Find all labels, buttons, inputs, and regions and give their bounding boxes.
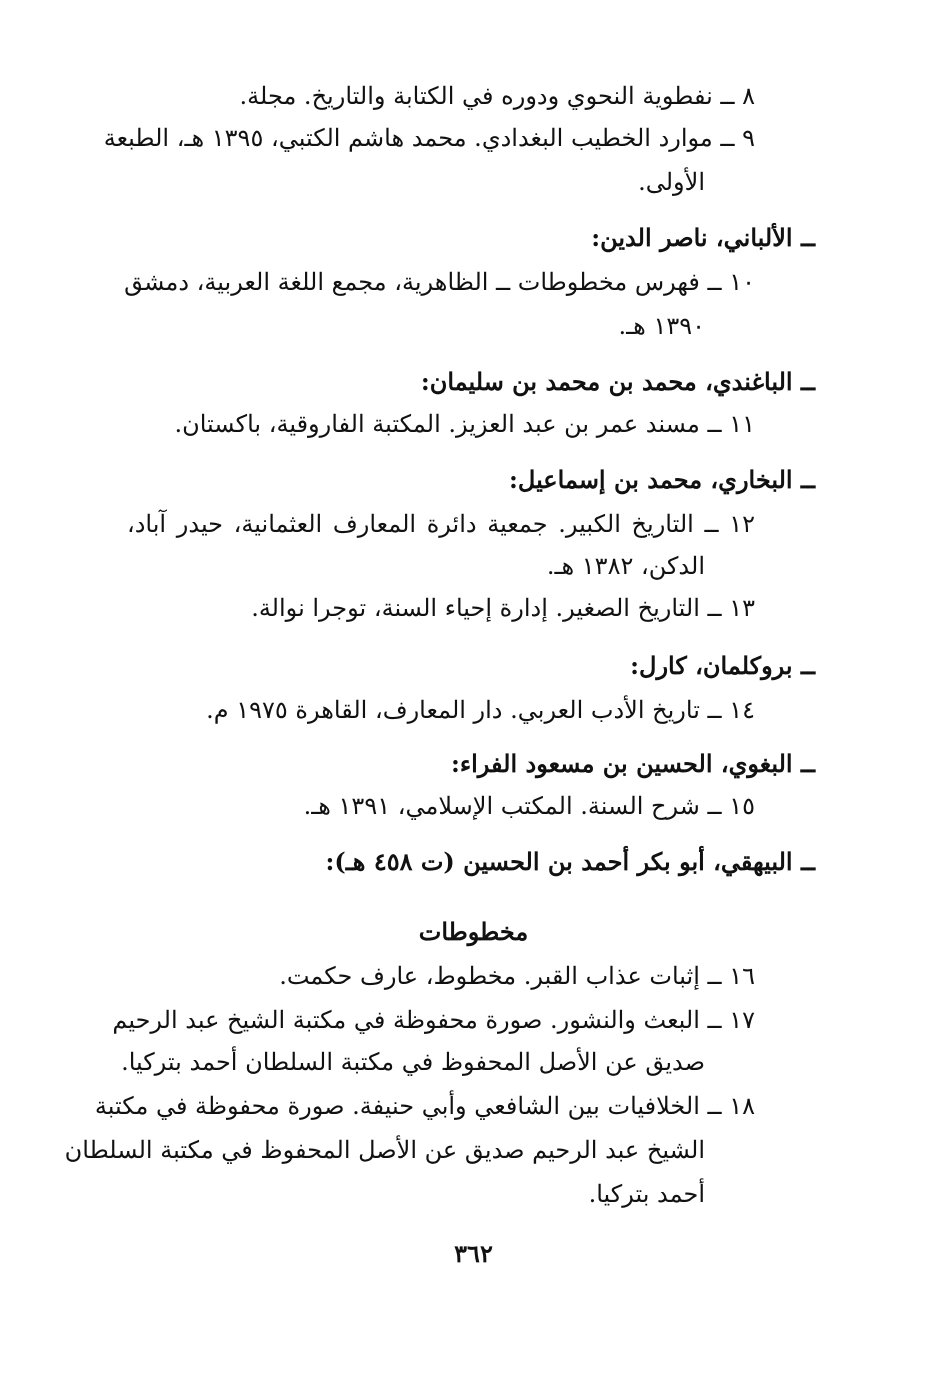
bib-entry-8: ٨ ــ نفطوية النحوي ودوره في الكتابة والتاريخ. مجلة. <box>239 82 755 110</box>
bib-entry-13: ١٣ ــ التاريخ الصغير. إدارة إحياء السنة، توجرا نوالة. <box>251 594 755 622</box>
bib-entry-18: ١٨ ــ الخلافيات بين الشافعي وأبي حنيفة. صورة محفوظة في مكتبة <box>94 1092 755 1120</box>
bib-entry-12-continuation: الدكن، ١٣٨٢ هـ. <box>546 552 705 580</box>
bib-entry-18-continuation-2: أحمد بتركيا. <box>588 1180 705 1208</box>
author-heading-baghawi: ــ البغوي، الحسين بن مسعود الفراء: <box>450 749 815 778</box>
author-heading-brockelmann: ــ بروكلمان، كارل: <box>630 651 815 680</box>
bib-entry-17-continuation: صديق عن الأصل المحفوظ في مكتبة السلطان أحمد بتركيا. <box>121 1048 705 1076</box>
bib-entry-17: ١٧ ــ البعث والنشور. صورة محفوظة في مكتبة الشيخ عبد الرحيم <box>112 1006 755 1034</box>
bib-entry-12: ١٢ ــ التاريخ الكبير. جمعية دائرة المعارف العثمانية، حيدر آباد، <box>127 510 755 538</box>
page-number: ٣٦٢ <box>454 1239 493 1268</box>
bib-entry-15: ١٥ ــ شرح السنة. المكتب الإسلامي، ١٣٩١ هـ. <box>303 792 755 820</box>
bib-entry-11: ١١ ــ مسند عمر بن عبد العزيز. المكتبة الفاروقية، باكستان. <box>174 410 755 438</box>
section-heading-manuscripts: مخطوطات <box>418 917 529 946</box>
bib-entry-9-continuation: الأولى. <box>638 168 705 196</box>
bib-entry-14: ١٤ ــ تاريخ الأدب العربي. دار المعارف، القاهرة ١٩٧٥ م. <box>206 696 755 724</box>
bib-entry-9: ٩ ــ موارد الخطيب البغدادي. محمد هاشم الكتبي، ١٣٩٥ هـ، الطبعة <box>103 124 755 152</box>
bib-entry-16: ١٦ ــ إثبات عذاب القبر. مخطوط، عارف حكمت. <box>279 962 755 990</box>
bib-entry-18-continuation-1: الشيخ عبد الرحيم صديق عن الأصل المحفوظ في مكتبة السلطان <box>64 1136 705 1164</box>
author-heading-baghandi: ــ الباغندي، محمد بن محمد بن سليمان: <box>420 367 815 396</box>
bib-entry-10: ١٠ ــ فهرس مخطوطات ــ الظاهرية، مجمع اللغة العربية، دمشق <box>124 268 755 296</box>
bib-entry-10-continuation: ١٣٩٠ هـ. <box>618 312 705 340</box>
author-heading-albani: ــ الألباني، ناصر الدين: <box>591 223 815 252</box>
author-heading-bukhari: ــ البخاري، محمد بن إسماعيل: <box>509 465 815 494</box>
author-heading-bayhaqi: ــ البيهقي، أبو بكر أحمد بن الحسين (ت ٤٥٨ هـ): <box>325 847 815 876</box>
